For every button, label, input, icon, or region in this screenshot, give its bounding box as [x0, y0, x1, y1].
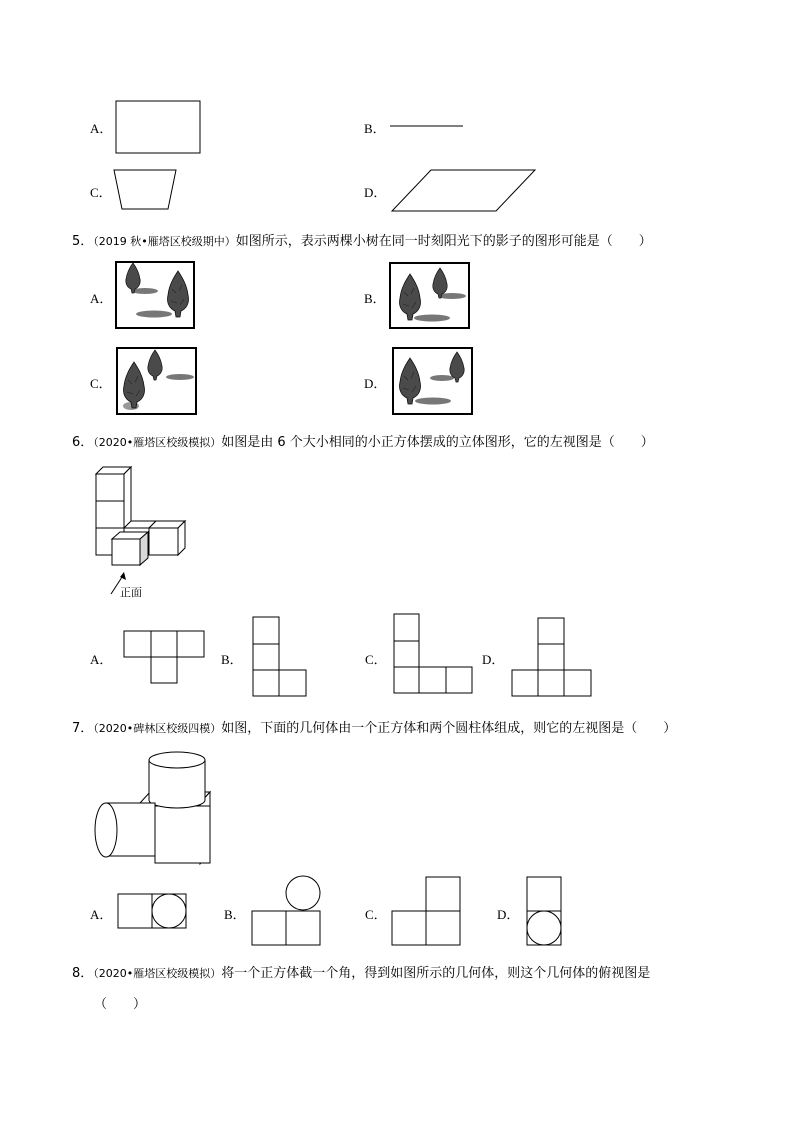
q5-option-b-label: B．: [364, 291, 386, 306]
q5-source: （2019 秋•雁塔区校级期中）: [93, 235, 236, 248]
q7-option-b-label: B．: [224, 907, 246, 922]
q8-stem: [72, 962, 650, 981]
q7-option-a-label: A．: [90, 907, 113, 922]
q7-option-d-label: D．: [497, 907, 520, 922]
q8-text: 将一个正方体截一个角，得到如图所示的几何体，则这个几何体的俯视图是: [221, 966, 651, 981]
q6-source: （2020•雁塔区校级模拟）: [93, 436, 222, 449]
q7-source: （2020•碑林区校级四模）: [93, 722, 222, 735]
q8-bracket: （ ）: [94, 997, 147, 1012]
q8-source: （2020•雁塔区校级模拟）: [93, 967, 222, 980]
q6-number: 6．: [72, 435, 94, 450]
q5-number: 5．: [72, 234, 94, 249]
q5-option-d-label: D．: [364, 376, 387, 391]
q5-option-a-label: A．: [90, 291, 113, 306]
q4-option-d-label: D．: [364, 185, 387, 200]
q7-option-c-figure: [392, 877, 460, 945]
q7-text: 如图，下面的几何体由一个正方体和两个圆柱体组成，则它的左视图是（ ）: [221, 721, 677, 736]
q8-number: 8．: [72, 966, 94, 981]
q6-option-c-label: C．: [365, 652, 387, 667]
q5-option-c-label: C．: [90, 376, 112, 391]
q4-option-a-label: A．: [90, 121, 113, 136]
q7-option-a-figure: [118, 894, 186, 928]
q4-option-b-label: B．: [364, 121, 386, 136]
q7-option-c-label: C．: [365, 907, 387, 922]
q6-option-d-label: D．: [482, 652, 505, 667]
q6-option-a-label: A．: [90, 652, 113, 667]
q4-option-c-label: C．: [90, 185, 112, 200]
q7-option-b-figure: [252, 876, 320, 945]
q7-number: 7．: [72, 721, 94, 736]
q6-text: 如图是由 6 个大小相同的小正方体摆成的立体图形，它的左视图是（ ）: [221, 435, 654, 450]
q5-text: 如图所示，表示两棵小树在同一时刻阳光下的影子的图形可能是（ ）: [235, 234, 652, 249]
q7-option-d-figure: [527, 877, 561, 945]
q6-front-label: 正面: [120, 586, 142, 599]
q6-option-b-label: B．: [221, 652, 243, 667]
